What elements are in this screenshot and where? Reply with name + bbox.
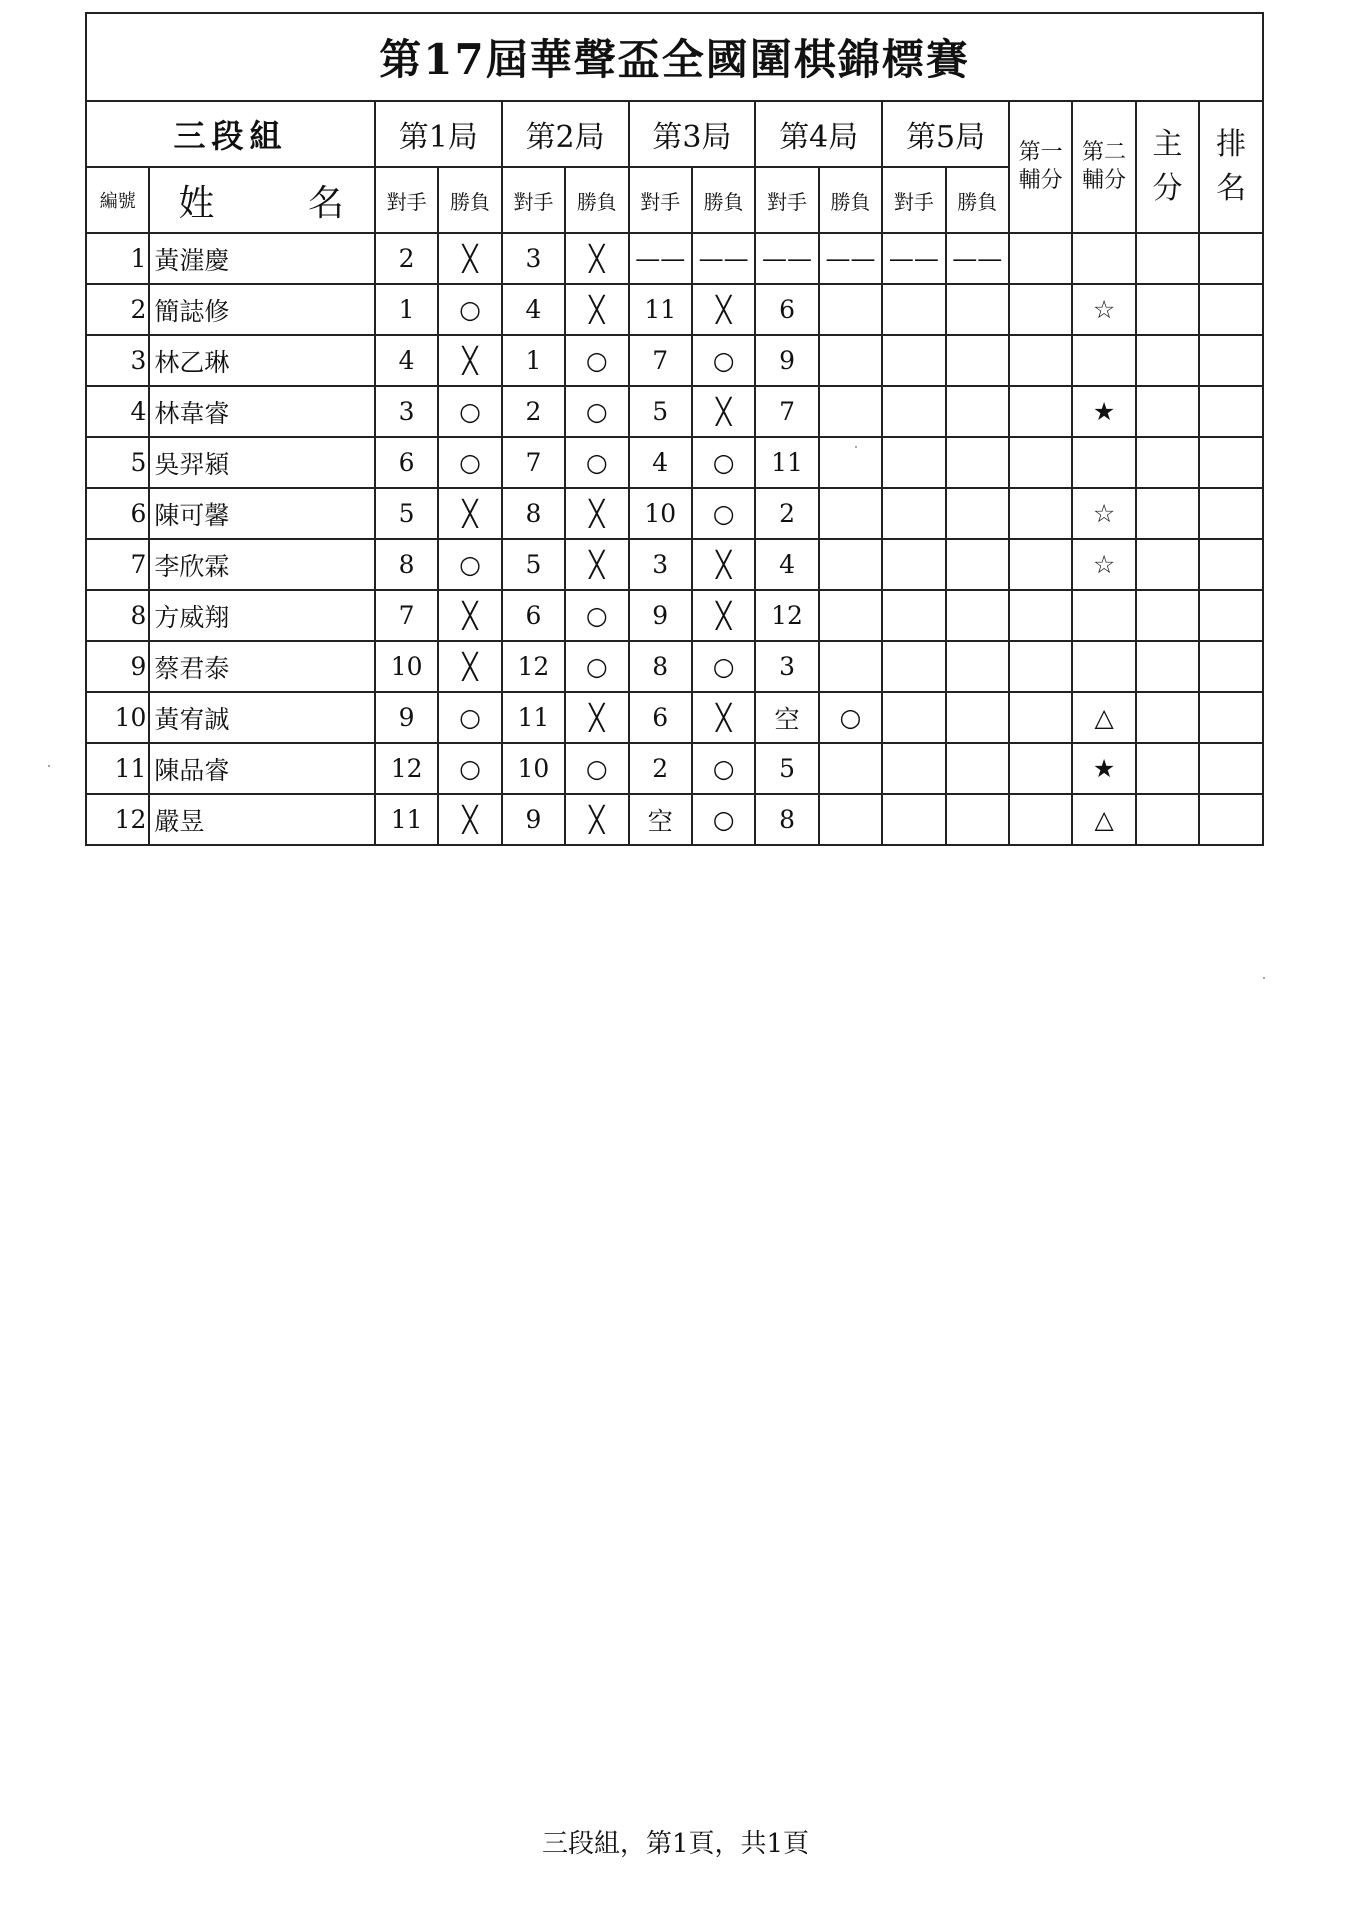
round-2-result: ╳ bbox=[565, 488, 628, 539]
main-score-cell bbox=[1136, 488, 1199, 539]
round-5-result bbox=[946, 539, 1009, 590]
rank-cell bbox=[1199, 488, 1263, 539]
player-number: 7 bbox=[86, 539, 149, 590]
round-3-result: ○ bbox=[692, 437, 755, 488]
round-2-opponent: 8 bbox=[502, 488, 565, 539]
main-score-cell bbox=[1136, 641, 1199, 692]
round-3-result: ○ bbox=[692, 794, 755, 845]
r5-result-header: 勝負 bbox=[946, 167, 1009, 233]
round-4-opponent: 8 bbox=[755, 794, 818, 845]
name-header-part-1: 姓 bbox=[178, 182, 215, 224]
round-2-opponent: 7 bbox=[502, 437, 565, 488]
r2-result-header: 勝負 bbox=[565, 167, 628, 233]
round-4-result bbox=[819, 743, 882, 794]
round-1-opponent: 7 bbox=[375, 590, 438, 641]
round-1-result: ○ bbox=[438, 539, 501, 590]
round-5-opponent bbox=[882, 335, 945, 386]
round-1-opponent: 4 bbox=[375, 335, 438, 386]
name-header-part-2: 名 bbox=[307, 182, 344, 224]
round-3-result: ○ bbox=[692, 488, 755, 539]
round-2-result: ○ bbox=[565, 386, 628, 437]
round-1-opponent: 8 bbox=[375, 539, 438, 590]
player-name: 李欣霖 bbox=[149, 539, 374, 590]
tiebreak-2-cell bbox=[1072, 335, 1135, 386]
tiebreak-1-cell bbox=[1009, 641, 1072, 692]
round-3-opponent: 7 bbox=[629, 335, 692, 386]
round-3-header: 第3局 bbox=[629, 101, 756, 167]
main-score-cell bbox=[1136, 335, 1199, 386]
round-2-result: ╳ bbox=[565, 233, 628, 284]
round-3-opponent: 8 bbox=[629, 641, 692, 692]
main-score-line-2: 分 bbox=[1152, 171, 1183, 206]
round-4-result bbox=[819, 437, 882, 488]
player-row bbox=[86, 743, 1263, 794]
round-2-opponent: 5 bbox=[502, 539, 565, 590]
page-footer: 三段組，第1頁，共1頁 bbox=[541, 1829, 810, 1859]
round-3-result: ○ bbox=[692, 335, 755, 386]
rank-header bbox=[1199, 101, 1263, 233]
tiebreak-1-header bbox=[1009, 101, 1072, 233]
tiebreak-2-cell: ★ bbox=[1072, 386, 1135, 437]
scan-speck bbox=[48, 765, 50, 767]
round-4-result bbox=[819, 284, 882, 335]
round-4-opponent: 7 bbox=[755, 386, 818, 437]
player-name: 林韋睿 bbox=[149, 386, 374, 437]
round-3-result: ╳ bbox=[692, 692, 755, 743]
round-4-opponent: 12 bbox=[755, 590, 818, 641]
round-1-result: ○ bbox=[438, 692, 501, 743]
main-score-cell bbox=[1136, 794, 1199, 845]
round-5-opponent bbox=[882, 641, 945, 692]
round-4-result bbox=[819, 335, 882, 386]
tiebreak-2-cell: △ bbox=[1072, 794, 1135, 845]
round-1-result: ╳ bbox=[438, 335, 501, 386]
tiebreak-2-line-1: 第二 bbox=[1082, 140, 1127, 165]
round-4-result bbox=[819, 794, 882, 845]
player-name: 陳可馨 bbox=[149, 488, 374, 539]
tiebreak-2-cell bbox=[1072, 590, 1135, 641]
round-2-result: ╳ bbox=[565, 692, 628, 743]
round-5-opponent bbox=[882, 386, 945, 437]
main-score-cell bbox=[1136, 284, 1199, 335]
player-number: 4 bbox=[86, 386, 149, 437]
results-sheet bbox=[85, 12, 1264, 846]
round-1-result: ○ bbox=[438, 743, 501, 794]
round-2-result: ○ bbox=[565, 743, 628, 794]
player-row bbox=[86, 488, 1263, 539]
r1-result-header: 勝負 bbox=[438, 167, 501, 233]
round-2-opponent: 6 bbox=[502, 590, 565, 641]
rank-cell bbox=[1199, 335, 1263, 386]
player-row bbox=[86, 437, 1263, 488]
rank-cell bbox=[1199, 539, 1263, 590]
round-4-opponent: 6 bbox=[755, 284, 818, 335]
tiebreak-2-cell: ☆ bbox=[1072, 539, 1135, 590]
player-number: 9 bbox=[86, 641, 149, 692]
main-score-cell bbox=[1136, 539, 1199, 590]
rank-cell bbox=[1199, 386, 1263, 437]
main-score-cell bbox=[1136, 437, 1199, 488]
round-1-result: ╳ bbox=[438, 641, 501, 692]
player-row bbox=[86, 692, 1263, 743]
round-5-opponent bbox=[882, 692, 945, 743]
r3-opponent-header: 對手 bbox=[629, 167, 692, 233]
main-score-cell bbox=[1136, 590, 1199, 641]
round-4-result bbox=[819, 590, 882, 641]
scan-speck bbox=[855, 446, 857, 448]
round-3-opponent: —— bbox=[629, 233, 692, 284]
round-2-opponent: 2 bbox=[502, 386, 565, 437]
round-4-result bbox=[819, 488, 882, 539]
round-3-result: ╳ bbox=[692, 284, 755, 335]
round-1-result: ╳ bbox=[438, 233, 501, 284]
round-5-result bbox=[946, 794, 1009, 845]
round-3-result: ○ bbox=[692, 641, 755, 692]
player-name: 吳羿潁 bbox=[149, 437, 374, 488]
round-2-result: ╳ bbox=[565, 794, 628, 845]
round-1-opponent: 11 bbox=[375, 794, 438, 845]
tiebreak-1-line-1: 第一 bbox=[1018, 140, 1063, 165]
player-number: 2 bbox=[86, 284, 149, 335]
name-header bbox=[149, 167, 374, 233]
round-4-opponent: —— bbox=[755, 233, 818, 284]
round-5-opponent: —— bbox=[882, 233, 945, 284]
round-2-opponent: 10 bbox=[502, 743, 565, 794]
round-2-result: ○ bbox=[565, 437, 628, 488]
round-1-result: ╳ bbox=[438, 488, 501, 539]
round-5-opponent bbox=[882, 743, 945, 794]
scan-speck bbox=[1263, 977, 1265, 979]
round-2-opponent: 3 bbox=[502, 233, 565, 284]
round-2-opponent: 11 bbox=[502, 692, 565, 743]
rank-cell bbox=[1199, 590, 1263, 641]
round-1-opponent: 10 bbox=[375, 641, 438, 692]
rank-cell bbox=[1199, 437, 1263, 488]
round-3-opponent: 9 bbox=[629, 590, 692, 641]
page-title: 第17屆華聲盃全國圍棋錦標賽 bbox=[86, 13, 1263, 101]
round-2-result: ○ bbox=[565, 641, 628, 692]
round-4-header: 第4局 bbox=[755, 101, 882, 167]
round-5-result bbox=[946, 743, 1009, 794]
tiebreak-1-cell bbox=[1009, 386, 1072, 437]
tiebreak-1-cell bbox=[1009, 539, 1072, 590]
round-3-opponent: 6 bbox=[629, 692, 692, 743]
player-name: 黃宥誠 bbox=[149, 692, 374, 743]
round-2-opponent: 4 bbox=[502, 284, 565, 335]
r4-opponent-header: 對手 bbox=[755, 167, 818, 233]
round-1-header: 第1局 bbox=[375, 101, 502, 167]
round-4-opponent: 空 bbox=[755, 692, 818, 743]
player-row bbox=[86, 590, 1263, 641]
round-3-opponent: 11 bbox=[629, 284, 692, 335]
round-3-opponent: 10 bbox=[629, 488, 692, 539]
round-2-result: ╳ bbox=[565, 539, 628, 590]
round-1-opponent: 12 bbox=[375, 743, 438, 794]
tiebreak-2-cell: ☆ bbox=[1072, 488, 1135, 539]
round-4-opponent: 5 bbox=[755, 743, 818, 794]
rank-cell bbox=[1199, 692, 1263, 743]
round-1-opponent: 2 bbox=[375, 233, 438, 284]
player-row bbox=[86, 233, 1263, 284]
round-5-result bbox=[946, 284, 1009, 335]
player-row bbox=[86, 641, 1263, 692]
round-2-result: ○ bbox=[565, 335, 628, 386]
round-2-result: ╳ bbox=[565, 284, 628, 335]
tiebreak-2-cell bbox=[1072, 233, 1135, 284]
round-2-result: ○ bbox=[565, 590, 628, 641]
player-name: 黃漄慶 bbox=[149, 233, 374, 284]
tiebreak-1-cell bbox=[1009, 590, 1072, 641]
round-5-opponent bbox=[882, 794, 945, 845]
round-5-result bbox=[946, 488, 1009, 539]
tiebreak-2-header bbox=[1072, 101, 1135, 233]
standings-table bbox=[85, 12, 1264, 846]
round-3-opponent: 3 bbox=[629, 539, 692, 590]
round-3-opponent: 空 bbox=[629, 794, 692, 845]
r5-opponent-header: 對手 bbox=[882, 167, 945, 233]
tiebreak-1-cell bbox=[1009, 335, 1072, 386]
round-5-result bbox=[946, 335, 1009, 386]
round-1-result: ○ bbox=[438, 437, 501, 488]
r1-opponent-header: 對手 bbox=[375, 167, 438, 233]
round-5-result bbox=[946, 692, 1009, 743]
main-score-cell bbox=[1136, 233, 1199, 284]
round-5-result bbox=[946, 386, 1009, 437]
tiebreak-1-cell bbox=[1009, 743, 1072, 794]
main-score-header bbox=[1136, 101, 1199, 233]
round-1-result: ╳ bbox=[438, 590, 501, 641]
r4-result-header: 勝負 bbox=[819, 167, 882, 233]
player-number: 5 bbox=[86, 437, 149, 488]
rank-line-2: 名 bbox=[1216, 171, 1247, 206]
round-4-opponent: 3 bbox=[755, 641, 818, 692]
rank-cell bbox=[1199, 284, 1263, 335]
tiebreak-1-cell bbox=[1009, 233, 1072, 284]
round-2-opponent: 12 bbox=[502, 641, 565, 692]
round-1-opponent: 5 bbox=[375, 488, 438, 539]
round-1-opponent: 9 bbox=[375, 692, 438, 743]
round-5-opponent bbox=[882, 437, 945, 488]
tiebreak-2-cell: ★ bbox=[1072, 743, 1135, 794]
round-4-result: —— bbox=[819, 233, 882, 284]
player-name: 林乙琳 bbox=[149, 335, 374, 386]
round-5-opponent bbox=[882, 590, 945, 641]
round-5-header: 第5局 bbox=[882, 101, 1009, 167]
round-4-result bbox=[819, 386, 882, 437]
tiebreak-1-line-2: 輔分 bbox=[1018, 168, 1063, 193]
main-score-line-1: 主 bbox=[1152, 127, 1183, 162]
group-label: 三段組 bbox=[86, 101, 375, 167]
round-5-result bbox=[946, 437, 1009, 488]
player-number: 3 bbox=[86, 335, 149, 386]
player-row bbox=[86, 284, 1263, 335]
player-name: 簡誌修 bbox=[149, 284, 374, 335]
tiebreak-2-cell: ☆ bbox=[1072, 284, 1135, 335]
round-4-result bbox=[819, 539, 882, 590]
round-4-opponent: 9 bbox=[755, 335, 818, 386]
rank-cell bbox=[1199, 794, 1263, 845]
player-number: 6 bbox=[86, 488, 149, 539]
round-1-opponent: 1 bbox=[375, 284, 438, 335]
player-number: 10 bbox=[86, 692, 149, 743]
round-3-result: ╳ bbox=[692, 590, 755, 641]
tiebreak-2-line-2: 輔分 bbox=[1082, 168, 1127, 193]
player-row bbox=[86, 794, 1263, 845]
round-2-opponent: 9 bbox=[502, 794, 565, 845]
tiebreak-1-cell bbox=[1009, 692, 1072, 743]
player-number: 12 bbox=[86, 794, 149, 845]
main-score-cell bbox=[1136, 692, 1199, 743]
round-2-opponent: 1 bbox=[502, 335, 565, 386]
r2-opponent-header: 對手 bbox=[502, 167, 565, 233]
round-3-result: ○ bbox=[692, 743, 755, 794]
round-3-opponent: 2 bbox=[629, 743, 692, 794]
tiebreak-1-cell bbox=[1009, 488, 1072, 539]
player-name: 蔡君泰 bbox=[149, 641, 374, 692]
round-2-header: 第2局 bbox=[502, 101, 629, 167]
player-rows bbox=[86, 233, 1263, 845]
rank-cell bbox=[1199, 233, 1263, 284]
player-name: 嚴昱 bbox=[149, 794, 374, 845]
round-5-result: —— bbox=[946, 233, 1009, 284]
round-3-opponent: 5 bbox=[629, 386, 692, 437]
round-3-result: —— bbox=[692, 233, 755, 284]
rank-line-1: 排 bbox=[1216, 127, 1247, 162]
main-score-cell bbox=[1136, 743, 1199, 794]
round-4-result bbox=[819, 641, 882, 692]
tiebreak-2-cell bbox=[1072, 641, 1135, 692]
tiebreak-1-cell bbox=[1009, 794, 1072, 845]
round-1-opponent: 6 bbox=[375, 437, 438, 488]
round-1-result: ╳ bbox=[438, 794, 501, 845]
round-5-opponent bbox=[882, 539, 945, 590]
round-1-result: ○ bbox=[438, 386, 501, 437]
player-name: 方威翔 bbox=[149, 590, 374, 641]
round-4-opponent: 2 bbox=[755, 488, 818, 539]
tiebreak-1-cell bbox=[1009, 437, 1072, 488]
player-row bbox=[86, 539, 1263, 590]
round-1-opponent: 3 bbox=[375, 386, 438, 437]
player-number: 1 bbox=[86, 233, 149, 284]
round-3-result: ╳ bbox=[692, 386, 755, 437]
round-4-opponent: 11 bbox=[755, 437, 818, 488]
rank-cell bbox=[1199, 743, 1263, 794]
tiebreak-2-cell: △ bbox=[1072, 692, 1135, 743]
player-row bbox=[86, 335, 1263, 386]
tiebreak-1-cell bbox=[1009, 284, 1072, 335]
round-3-opponent: 4 bbox=[629, 437, 692, 488]
number-header: 編號 bbox=[86, 167, 149, 233]
tiebreak-2-cell bbox=[1072, 437, 1135, 488]
round-4-opponent: 4 bbox=[755, 539, 818, 590]
round-5-result bbox=[946, 590, 1009, 641]
main-score-cell bbox=[1136, 386, 1199, 437]
rank-cell bbox=[1199, 641, 1263, 692]
round-5-opponent bbox=[882, 284, 945, 335]
player-name: 陳品睿 bbox=[149, 743, 374, 794]
player-number: 8 bbox=[86, 590, 149, 641]
round-5-result bbox=[946, 641, 1009, 692]
round-3-result: ╳ bbox=[692, 539, 755, 590]
player-row bbox=[86, 386, 1263, 437]
round-5-opponent bbox=[882, 488, 945, 539]
round-1-result: ○ bbox=[438, 284, 501, 335]
r3-result-header: 勝負 bbox=[692, 167, 755, 233]
player-number: 11 bbox=[86, 743, 149, 794]
round-4-result: ○ bbox=[819, 692, 882, 743]
